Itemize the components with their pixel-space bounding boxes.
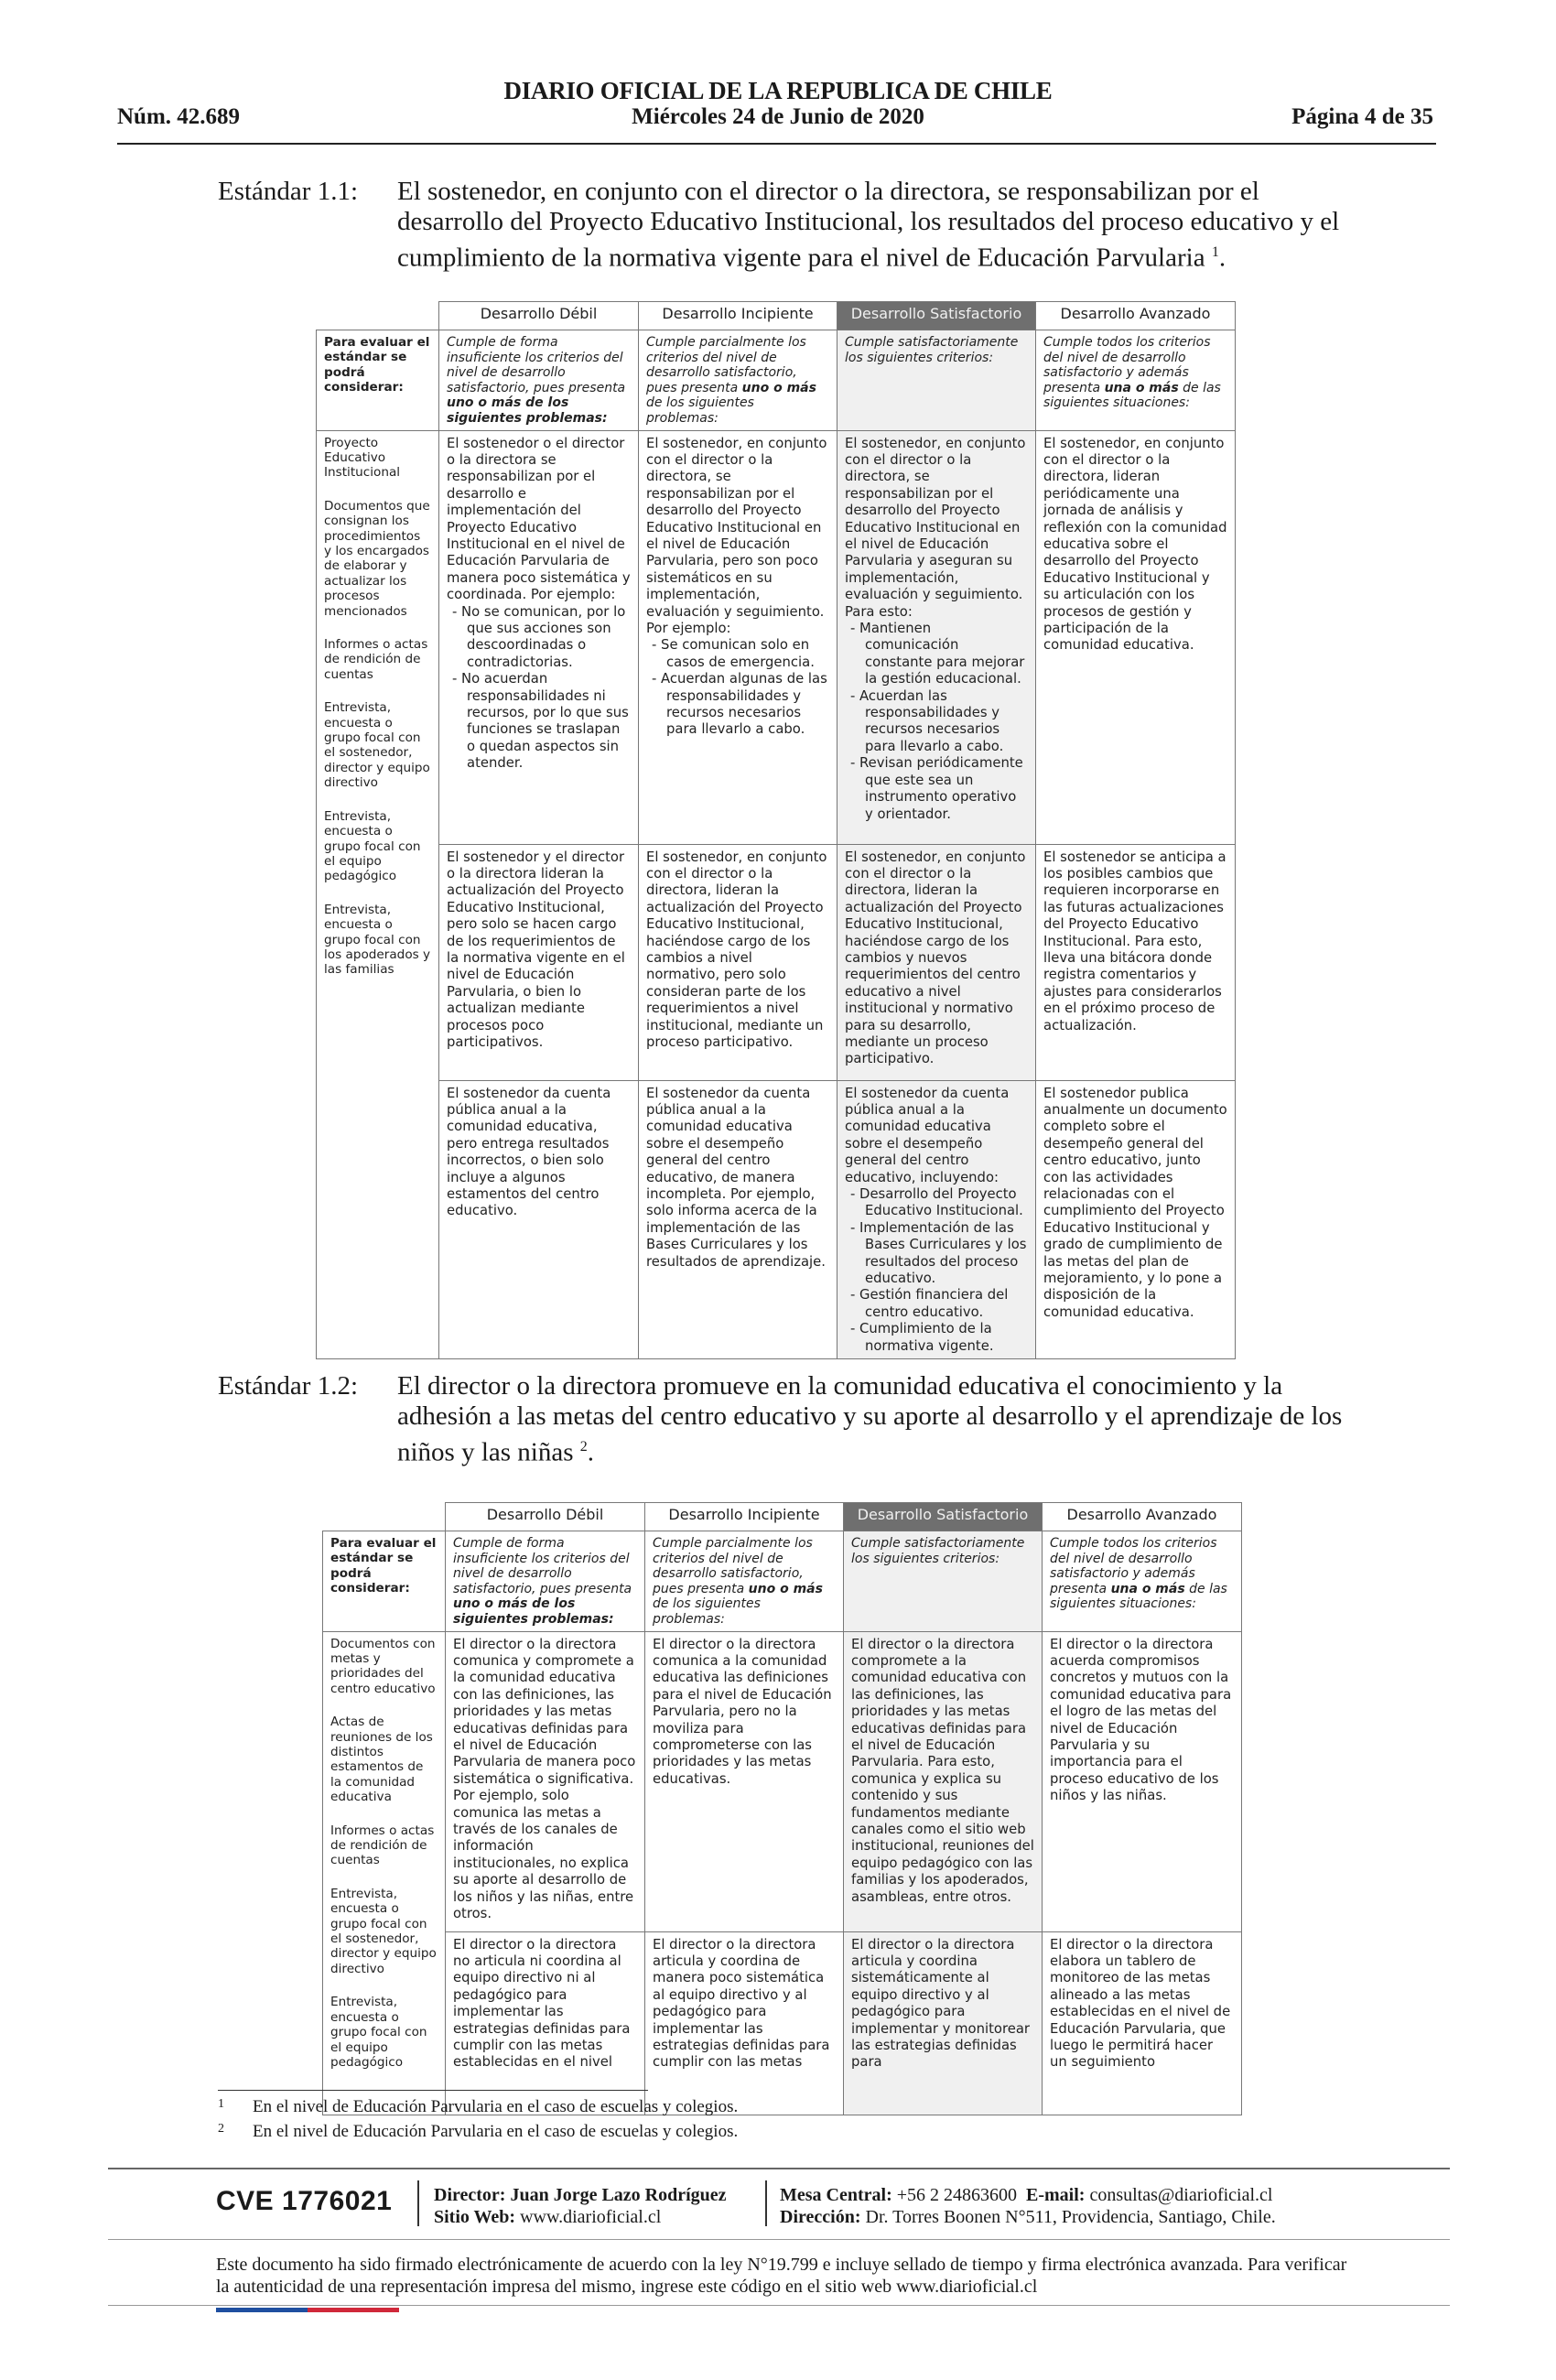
footnote-1: 1 En el nivel de Educación Parvularia en el caso de escuelas y colegios.	[218, 2097, 739, 2116]
source-item: Entrevista, encuesta o grupo focal con el equipo pedagógico	[324, 808, 421, 884]
list-item: - Desarrollo del Proyecto Educativo Institucional.	[850, 1186, 1028, 1220]
intro-satisfactory: Cumple satisfactoriamente los siguientes criterios:	[844, 1531, 1043, 1632]
r2-incipient: El sostenedor, en conjunto con el director o la directora, lideran la actualización del Proyecto Educativo Institucional, haciéndose cargo de los cambios a nivel normativo, pero solo consideran parte de los requerimientos a nivel institucional, mediante un proceso participativo.	[639, 844, 837, 1080]
source-item: Informes o actas de rendición de cuentas	[330, 1823, 435, 1868]
rubric-table-2-clip	[322, 1502, 1242, 2071]
footer-bottom-divider	[108, 2305, 1450, 2306]
intro-incipient: Cumple parcialmente los criterios del nivel de desarrollo satisfactorio, pues presenta uno o más de los siguientes problemas:	[639, 330, 837, 431]
source-item: Entrevista, encuesta o grupo focal con los apoderados y las familias	[324, 902, 431, 978]
r2-weak: El sostenedor y el director o la directora lideran la actualización del Proyecto Educativo Institucional, pero solo se hacen cargo de los requerimientos de la normativa vigente en el nivel de Educación Parvularia, o bien lo actualizan mediante procesos poco participativos.	[439, 844, 639, 1080]
r1-satisfactory: El sostenedor, en conjunto con el director o la directora, se responsabilizan por el desarrollo del Proyecto Educativo Institucional en el nivel de Educación Parvularia y aseguran su implementación, evaluación y seguimiento. Para esto: - Mantienen comunicación constante para mejorar la gestión educacional. - Acuerdan las responsabilidades y recursos necesarios para llevarlo a cabo. - Revisan periódicamente que este sea un instrumento operativo y orientador.	[837, 430, 1036, 844]
signature-notice: Este documento ha sido firmado electrónicamente de acuerdo con la ley N°19.799 e incluye sellado de tiempo y firma electrónica avanzada. Para verificar la autenticidad de una representación impresa del mismo, ingrese este código en el sitio web www.diarioficial.cl	[216, 2255, 1347, 2297]
standard-2-text: El director o la directora promueve en la comunidad educativa el conocimiento y la adhesión a las metas del centro educativo y su aporte al desarrollo y el aprendizaje de los niños y las niñas $^2$.	[397, 1371, 1343, 1467]
r2-satisfactory: El sostenedor, en conjunto con el director o la directora, lideran la actualización del Proyecto Educativo Institucional, haciéndose cargo de los cambios y nuevos requerimientos del centro educativo a nivel institucional y normativo para su desarrollo, mediante un proceso participativo.	[837, 844, 1036, 1080]
list-item: - Revisan periódicamente que este sea un instrumento operativo y orientador.	[850, 755, 1028, 823]
intro-advanced: Cumple todos los criterios del nivel de desarrollo satisfactorio y además presenta una o más de las siguientes situaciones:	[1043, 1531, 1242, 1632]
header-divider	[117, 143, 1436, 145]
source-item: Informes o actas de rendición de cuentas	[324, 637, 428, 682]
header-incipient: Desarrollo Incipiente	[639, 302, 837, 330]
list-item: - Se comunican solo en casos de emergencia.	[652, 637, 829, 671]
source-item: Documentos que consignan los procedimientos y los encargados de elaborar y actualizar los procesos mencionados	[324, 498, 430, 619]
intro-satisfactory: Cumple satisfactoriamente los siguientes criterios:	[837, 330, 1036, 431]
intro-incipient: Cumple parcialmente los criterios del nivel de desarrollo satisfactorio, pues presenta uno o más de los siguientes problemas:	[645, 1531, 844, 1632]
header-advanced: Desarrollo Avanzado	[1043, 1503, 1242, 1531]
t2-r2-incipient: El director o la directora articula y coordina de manera poco sistemática al equipo directivo y al pedagógico para implementar las estrategias definidas para cumplir con las metas	[645, 1931, 844, 2115]
list-item: - No se comunican, por lo que sus acciones son descoordinadas o contradictorias.	[452, 604, 631, 672]
issue-date: Miércoles 24 de Junio de 2020	[632, 104, 924, 129]
intro-weak: Cumple de forma insuficiente los criterios del nivel de desarrollo satisfactorio, pues presenta uno o más de los siguientes problemas:	[446, 1531, 645, 1632]
list-item: - Cumplimiento de la normativa vigente.	[850, 1321, 1028, 1355]
newspaper-title: DIARIO OFICIAL DE LA REPUBLICA DE CHILE	[503, 77, 1053, 104]
r2-advanced: El sostenedor se anticipa a los posibles cambios que requieren incorporarse en las futuras actualizaciones del Proyecto Educativo Institucional. Para esto, lleva una bitácora donde registra comentarios y ajustes para considerarlos en el próximo proceso de actualización.	[1036, 844, 1236, 1080]
t2-r1-satisfactory: El director o la directora compromete a la comunidad educativa con las definiciones, las prioridades y las metas educativas definidas para el nivel de Educación Parvularia. Para esto, comunica y explica su contenido y sus fundamentos mediante canales como el sitio web institucional, reuniones del equipo pedagógico con las familias y los apoderados, asambleas, entre otros.	[844, 1631, 1043, 1931]
header-weak: Desarrollo Débil	[446, 1503, 645, 1531]
footer-director: Director: Juan Jorge Lazo Rodríguez Sitio Web: www.diarioficial.cl	[434, 2185, 727, 2227]
issue-number: Núm. 42.689	[117, 104, 241, 129]
t2-r2-satisfactory: El director o la directora articula y coordina sistemáticamente al equipo directivo y al pedagógico para implementar y monitorear las estrategias definidas para	[844, 1931, 1043, 2115]
page-number: Página 4 de 35	[1291, 104, 1433, 129]
flag-stripe-blue	[216, 2308, 308, 2312]
r3-satisfactory: El sostenedor da cuenta pública anual a la comunidad educativa sobre el desempeño general del centro educativo, incluyendo: - Desarrollo del Proyecto Educativo Institucional. - Implementación de las Bases Curriculares y los resultados del proceso educativo. - Gestión financiera del centro educativo. - Cumplimiento de la normativa vigente.	[837, 1080, 1036, 1359]
list-item: - Acuerdan algunas de las responsabilidades y recursos necesarios para llevarlo a cabo.	[652, 671, 829, 739]
r1-incipient: El sostenedor, en conjunto con el director o la directora, se responsabilizan por el desarrollo del Proyecto Educativo Institucional en el nivel de Educación Parvularia, pero son poco sistemáticos en su implementación, evaluación y seguimiento. Por ejemplo: - Se comunican solo en casos de emergencia. - Acuerdan algunas de las responsabilidades y recursos necesarios para llevarlo a cabo.	[639, 430, 837, 844]
t2-r1-incipient: El director o la directora comunica a la comunidad educativa las definiciones para el nivel de Educación Parvularia, pero no la moviliza para comprometerse con las prioridades y las metas educativas.	[645, 1631, 844, 1931]
rubric-table-1	[316, 301, 1236, 1359]
source-item: Actas de reuniones de los distintos estamentos de la comunidad educativa	[330, 1715, 433, 1805]
footer-mid-divider	[108, 2239, 1450, 2240]
t2-r2-advanced: El director o la directora elabora un tablero de monitoreo de las metas alineado a las metas establecidas en el nivel de Educación Parvularia, que luego le permitirá hacer un seguimiento	[1043, 1931, 1242, 2115]
r3-advanced: El sostenedor publica anualmente un documento completo sobre el desempeño general del centro educativo, junto con las actividades relacionadas con el cumplimiento del Proyecto Educativo Institucional y grado de cumplimiento de las metas del plan de mejoramiento, y lo pone a disposición de la comunidad educativa.	[1036, 1080, 1236, 1359]
r3-weak: El sostenedor da cuenta pública anual a la comunidad educativa, pero entrega resultados incorrectos, o bien solo incluye a algunos estamentos del centro educativo.	[439, 1080, 639, 1359]
footer-contact: Mesa Central: +56 2 24863600 E-mail: consultas@diarioficial.cl Dirección: Dr. Torres Boonen N°511, Providencia, Santiago, Chile.	[780, 2185, 1276, 2227]
list-item: - No acuerdan responsabilidades ni recursos, por lo que sus funciones se traslapan o quedan aspectos sin atender.	[452, 671, 631, 772]
intro-weak: Cumple de forma insuficiente los criterios del nivel de desarrollo satisfactorio, pues presenta uno o más de los siguientes problemas:	[439, 330, 639, 431]
consider-label: Para evaluar el estándar se podrá considerar:	[317, 330, 439, 431]
evidence-sources	[323, 1631, 446, 2115]
footnote-divider	[218, 2090, 648, 2091]
source-item: Documentos con metas y prioridades del centro educativo	[330, 1636, 436, 1696]
t2-r1-weak: El director o la directora comunica y compromete a la comunidad educativa con las definiciones, las prioridades y las metas educativas definidas para el nivel de Educación Parvularia de manera poco sistemática o significativa. Por ejemplo, solo comunica las metas a través de los canales de información institucionales, no explica su aporte al desarrollo de los niños y las niñas, entre otros.	[446, 1631, 645, 1931]
flag-stripe-red	[308, 2308, 399, 2312]
header-incipient: Desarrollo Incipiente	[645, 1503, 844, 1531]
footnote-ref-1[interactable]: 1	[1211, 244, 1219, 260]
intro-advanced: Cumple todos los criterios del nivel de desarrollo satisfactorio y además presenta una o más de las siguientes situaciones:	[1036, 330, 1236, 431]
list-item: - Acuerdan las responsabilidades y recursos necesarios para llevarlo a cabo.	[850, 688, 1028, 756]
evidence-sources	[317, 430, 439, 1359]
footer-separator	[765, 2180, 767, 2226]
standard-1-label: Estándar 1.1:	[218, 177, 359, 206]
table-corner	[323, 1503, 446, 1531]
footnote-ref-2[interactable]: 2	[579, 1439, 588, 1455]
website-link[interactable]: www.diarioficial.cl	[520, 2207, 662, 2227]
r1-weak: El sostenedor o el director o la directora se responsabilizan por el desarrollo e implementación del Proyecto Educativo Institucional en el nivel de Educación Parvularia de manera poco sistemática y coordinada. Por ejemplo: - No se comunican, por lo que sus acciones son descoordinadas o contradictorias. - No acuerdan responsabilidades ni recursos, por lo que sus funciones se traslapan o quedan aspectos sin atender.	[439, 430, 639, 844]
header-advanced: Desarrollo Avanzado	[1036, 302, 1236, 330]
source-item: Entrevista, encuesta o grupo focal con el equipo pedagógico	[330, 1995, 427, 2070]
footer-top-divider	[108, 2168, 1450, 2169]
header-weak: Desarrollo Débil	[439, 302, 639, 330]
source-item: Proyecto Educativo Institucional	[324, 435, 401, 481]
header-satisfactory: Desarrollo Satisfactorio	[844, 1503, 1043, 1531]
email-link[interactable]: consultas@diarioficial.cl	[1089, 2185, 1273, 2205]
cve-code: CVE 1776021	[216, 2186, 393, 2216]
rubric-table-2	[322, 1502, 1242, 2115]
standard-1-text: El sostenedor, en conjunto con el director o la directora, se responsabilizan por el desarrollo del Proyecto Educativo Institucional, los resultados del proceso educativo y el cumplimiento de la normativa vigente para el nivel de Educación Parvularia $^1$.	[397, 177, 1340, 273]
t2-r2-weak: El director o la directora no articula ni coordina al equipo directivo ni al pedagógico para implementar las estrategias definidas para cumplir con las metas establecidas en el nivel	[446, 1931, 645, 2115]
standard-2-label: Estándar 1.2:	[218, 1371, 359, 1401]
list-item: - Implementación de las Bases Curriculares y los resultados del proceso educativo.	[850, 1220, 1028, 1288]
source-item: Entrevista, encuesta o grupo focal con el sostenedor, director y equipo directivo	[324, 700, 430, 791]
footnote-2: 2 En el nivel de Educación Parvularia en el caso de escuelas y colegios.	[218, 2122, 739, 2141]
header-satisfactory: Desarrollo Satisfactorio	[837, 302, 1036, 330]
list-item: - Gestión financiera del centro educativo.	[850, 1287, 1028, 1321]
r1-advanced: El sostenedor, en conjunto con el director o la directora, lideran periódicamente una jornada de análisis y reflexión con la comunidad educativa sobre el desarrollo del Proyecto Educativo Institucional y su articulación con los procesos de gestión y participación de la comunidad educativa.	[1036, 430, 1236, 844]
footer-separator	[417, 2180, 419, 2226]
consider-label: Para evaluar el estándar se podrá considerar:	[323, 1531, 446, 1632]
table-corner	[317, 302, 439, 330]
r3-incipient: El sostenedor da cuenta pública anual a la comunidad educativa sobre el desempeño general del centro educativo, de manera incompleta. Por ejemplo, solo informa acerca de la implementación de las Bases Curriculares y los resultados de aprendizaje.	[639, 1080, 837, 1359]
t2-r1-advanced: El director o la directora acuerda compromisos concretos y mutuos con la comunidad educativa para el logro de las metas del nivel de Educación Parvularia y su importancia para el proceso educativo de los niños y las niñas.	[1043, 1631, 1242, 1931]
source-item: Entrevista, encuesta o grupo focal con el sostenedor, director y equipo directivo	[330, 1886, 437, 1976]
list-item: - Mantienen comunicación constante para mejorar la gestión educacional.	[850, 621, 1028, 688]
